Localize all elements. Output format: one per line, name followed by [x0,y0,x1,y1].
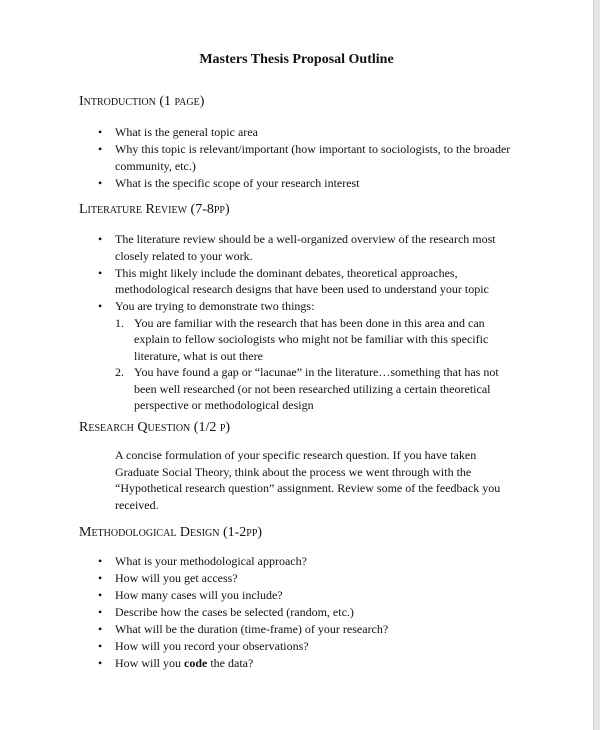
bullet-icon: • [98,125,103,139]
list-item: • How will you record your observations? [98,639,309,653]
list-item: • You are trying to demonstrate two things: 1. You are familiar with the research that has been done in this area and can explain to fellow sociologists who might not be familiar with this specific literature, what is out there 2. You have found a gap or “lacunae” in the literature…something that has not been well researched (or not been researched utilizing a certain theoretical perspective or methodological design [98,298,518,414]
bullet-icon: • [98,299,103,313]
bullet-icon: • [98,639,103,653]
list-item: • What will be the duration (time-frame) of your research? [98,622,389,636]
literature-review-list [98,231,518,414]
bullet-icon: • [98,588,103,602]
list-item: • What is your methodological approach? [98,554,307,568]
bullet-icon: • [98,605,103,619]
bullet-icon: • [98,656,103,670]
bullet-icon: • [98,142,103,156]
literature-review-sublist [115,315,518,414]
list-item: • Why this topic is relevant/important (how important to sociologists, to the broader community, etc.) [98,142,511,173]
page-title: Masters Thesis Proposal Outline [199,52,394,67]
list-item: • Describe how the cases be selected (random, etc.) [98,605,354,619]
methodological-design-heading: Methodological Design (1-2pp) [79,525,263,540]
list-item: • What is the specific scope of your research interest [98,175,360,190]
bullet-icon: • [98,554,103,568]
research-question-paragraph: A concise formulation of your specific research question. If you have taken Graduate Social Theory, think about the process we went through with the “Hypothetical research question” assignment. Review some of the feedback you received. [115,448,501,512]
numbered-item: 2. You have found a gap or “lacunae” in the literature…something that has not been well researched (or not been researched utilizing a certain theoretical perspective or methodological design [115,365,499,412]
list-item: • How many cases will you include? [98,588,283,602]
bullet-icon: • [98,571,103,585]
literature-review-heading: Literature Review (7-8pp) [79,202,230,217]
list-item: • What is the general topic area [98,125,258,139]
bullet-icon: • [98,232,103,246]
viewer-edge [593,0,600,730]
list-item: • How will you get access? [98,571,238,585]
methodological-design-list [98,553,518,672]
list-item: • This might likely include the dominant debates, theoretical approaches, methodological research designs that have been used to understand your topic [98,265,489,296]
bullet-icon: • [98,622,103,636]
code-emphasis: code [184,656,208,670]
bullet-icon: • [98,175,103,190]
introduction-list [98,124,518,192]
numbered-item: 1. You are familiar with the research that has been done in this area and can explain to fellow sociologists who might not be familiar with this specific literature, what is out there [115,315,489,363]
research-question-heading: Research Question (1/2 p) [79,420,231,435]
introduction-heading: Introduction (1 page) [79,94,205,109]
list-item: • How will you code the data? [98,656,254,670]
list-item: • The literature review should be a well-organized overview of the research most closely related to your work. [98,232,496,263]
bullet-icon: • [98,265,103,280]
